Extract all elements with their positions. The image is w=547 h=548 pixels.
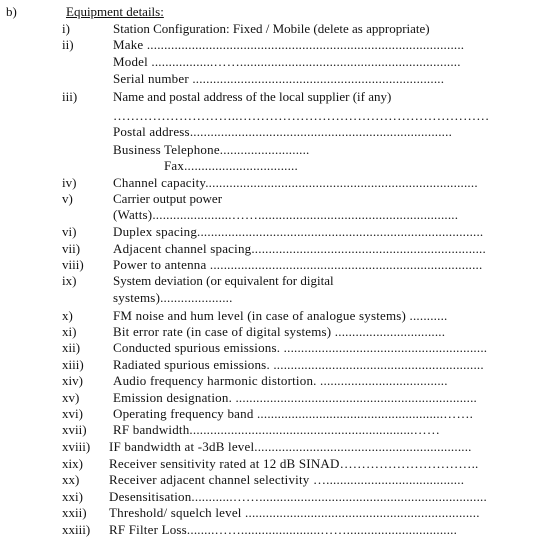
item-text: Model ..................……................................................................: [113, 54, 461, 69]
form-line-duplex-spacing: [0, 224, 547, 240]
form-line-rf-bandwidth: [0, 422, 547, 438]
form-line-radiated-spurious: [0, 357, 547, 373]
form-line-adjacent-selectivity: [0, 472, 547, 488]
form-line-adjacent-channel-spacing: [0, 241, 547, 257]
item-text: systems).....................: [113, 290, 233, 305]
form-line-threshold-squelch: [0, 505, 547, 521]
item-text: RF Filter Loss........…….......................……................................: [109, 522, 458, 537]
item-number: ii): [62, 37, 74, 52]
item-number: xxi): [62, 489, 83, 504]
item-text: Make ............................................................................................: [113, 37, 465, 52]
form-line-carrier-output-power: [0, 191, 547, 207]
form-line-fm-noise: [0, 308, 547, 324]
item-text: Carrier output power: [113, 191, 223, 206]
section-heading: Equipment details:: [66, 4, 164, 19]
item-text: Postal address............................................................................: [113, 124, 453, 139]
item-text: Receiver adjacent channel selectivity …........................................: [109, 472, 465, 487]
form-line-if-bandwidth: [0, 439, 547, 455]
item-text: Duplex spacing...................................................................................: [113, 224, 484, 239]
item-number: i): [62, 21, 70, 36]
item-number: xvii): [62, 422, 87, 437]
form-line-make: [0, 37, 547, 53]
item-text: Channel capacity...............................................................................: [113, 175, 478, 190]
item-number: xiii): [62, 357, 84, 372]
item-text: Emission designation. ......................................................................: [113, 390, 477, 405]
item-number: xxiii): [62, 522, 91, 537]
item-text: Serial number .........................................................................: [113, 71, 445, 86]
item-number: vi): [62, 224, 77, 239]
form-line-emission-designation: [0, 390, 547, 406]
item-text: Name and postal address of the local supplier (if any): [113, 89, 392, 104]
item-number: xiv): [62, 373, 83, 388]
item-text: Audio frequency harmonic distortion. .....................................: [113, 373, 448, 388]
item-text: Receiver sensitivity rated at 12 dB SINAD…………………………..: [109, 456, 479, 471]
form-line-audio-harmonic: [0, 373, 547, 389]
item-text: Fax.................................: [164, 158, 298, 173]
item-text: (Watts).......................……..........................................................: [113, 207, 459, 222]
item-text: ………………………..…………………………………………………: [113, 108, 490, 123]
section-letter: b): [6, 4, 17, 19]
item-number: ix): [62, 273, 77, 288]
item-text: Desensitisation............……..................................................................: [109, 489, 487, 504]
item-number: vii): [62, 241, 81, 256]
form-line-station-configuration: [0, 21, 547, 37]
form-line-conducted-spurious: [0, 340, 547, 356]
form-line-model: [0, 54, 547, 70]
item-text: Adjacent channel spacing....................................................................: [113, 241, 486, 256]
form-line-business-telephone: [0, 142, 547, 158]
item-number: xxii): [62, 505, 87, 520]
item-number: x): [62, 308, 73, 323]
item-text: RF bandwidth.................................................................……: [113, 422, 441, 437]
form-line-desensitisation: [0, 489, 547, 505]
item-number: xii): [62, 340, 81, 355]
form-line-supplier-blank: [0, 108, 547, 124]
item-number: iv): [62, 175, 77, 190]
item-number: viii): [62, 257, 84, 272]
item-text: Radiated spurious emissions. .............................................................: [113, 357, 484, 372]
item-number: xix): [62, 456, 83, 471]
form-line-system-deviation: [0, 273, 547, 289]
form-line-rf-filter-loss: [0, 522, 547, 538]
item-text: Operating frequency band ......................................................…….: [113, 406, 474, 421]
item-number: xx): [62, 472, 80, 487]
item-text: Bit error rate (in case of digital systems) ................................: [113, 324, 446, 339]
item-text: Business Telephone..........................: [113, 142, 310, 157]
item-text: FM noise and hum level (in case of analogue systems) ...........: [113, 308, 448, 323]
form-line-power-to-antenna: [0, 257, 547, 273]
item-text: Conducted spurious emissions. ...........................................................: [113, 340, 488, 355]
item-number: xvi): [62, 406, 83, 421]
form-line-watts: [0, 207, 547, 223]
item-number: v): [62, 191, 73, 206]
item-text: IF bandwidth at -3dB level...............................................................: [109, 439, 472, 454]
item-number: xi): [62, 324, 77, 339]
item-text: Station Configuration: Fixed / Mobile (delete as appropriate): [113, 21, 430, 36]
form-line-channel-capacity: [0, 175, 547, 191]
item-text: System deviation (or equivalent for digital: [113, 273, 334, 288]
form-line-systems: [0, 290, 547, 306]
form-line-postal-address: [0, 124, 547, 140]
item-number: xv): [62, 390, 80, 405]
form-line-serial-number: [0, 71, 547, 87]
form-line-operating-frequency: [0, 406, 547, 422]
form-line-fax: [0, 158, 547, 174]
form-line-bit-error-rate: [0, 324, 547, 340]
item-number: iii): [62, 89, 78, 104]
item-text: Threshold/ squelch level ....................................................................: [109, 505, 480, 520]
form-line-receiver-sensitivity: [0, 456, 547, 472]
item-number: xviii): [62, 439, 91, 454]
form-line-supplier-name: [0, 89, 547, 105]
item-text: Power to antenna ...............................................................................: [113, 257, 483, 272]
